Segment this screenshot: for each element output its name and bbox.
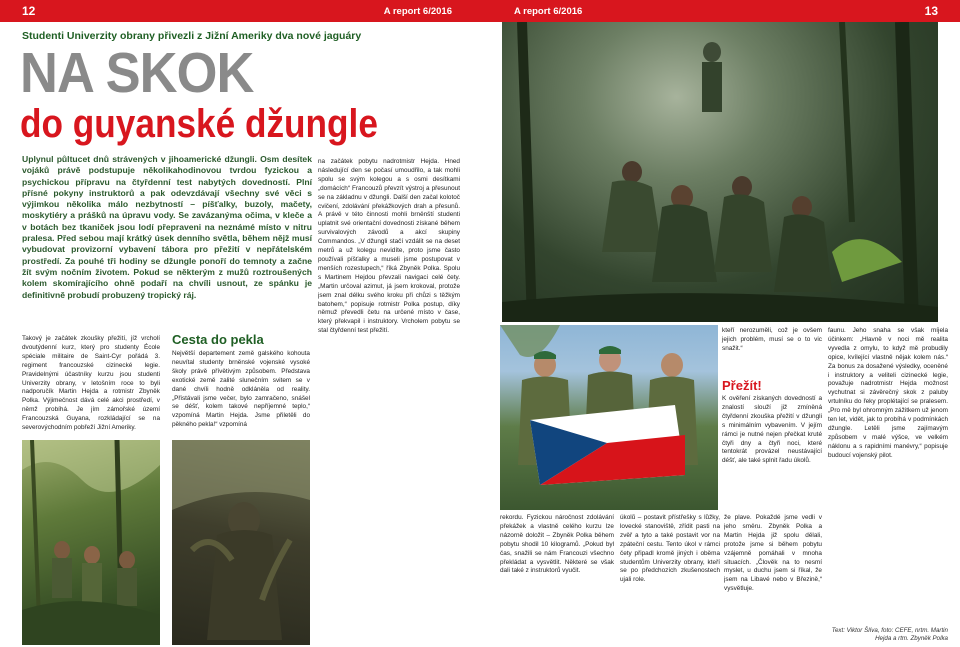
article-column-r1: kteří nerozuměli, což je ovšem jejich problém, musí se o to vic snažit.“ [722,327,822,352]
article-perex: Uplynul půltucet dnů strávených v jihoamerické džungli. Osm desítek vojáků právě podstupuje několikahodinovou tvrdou fyzickou a psychickou přípravu na čtyřdenní test nabytých dovedností. Plní přísné pokyny instruktorů a pak odevzdávají všechny své věci s výjimkou několika málo nezbytností – píšťalky, buzoly, mačety, moskytiéry a prášků na úpravu vody. Se zavázanýma očima, v kleče a v botách bez tkaniček jsou lodí přepraveni na neznámé místo v nitru pralesa. Před sebou mají krátký úsek denního světla, během nějž musí vybudovat provizorní vybavení tábora pro přežití v nepřátelském prostředí. Za pouhé tři hodiny se džungle ponoří do temnoty a začne žít svým nočním životem. Pokud se některým z mužů roztroušených kolem skomírajícího ohně podaří na chvíli usnout, ze spánku je definitivně probudí probuzený tropický ráj. [22,154,312,300]
soldiers-in-jungle-photo [22,440,160,645]
article-column-r4: úkolů – postavit přístřešky s lůžky, lovecké stanoviště, zřídit pasti na zvěř a tyto a také postavit vor na zpáteční cestu. Tento úkol v rámci čety připadl kromě jiných i oběma studentům Univerzity obrany, kteří se po předchozích zkušenostech ujali role. [620,514,720,584]
article-column-r5: že plave. Pokaždé jsme vedli v jeho směru. Zbyněk Polka a Martin Hejda již spolu dělali, protože jsme si během pobytu vzájemně pomáhali v mnoha situacích. „Člověk na to nesmí myslet, u duchu jsem si říkal, že jsem na Libavé nebo v Březině,“ vysvětluje. [724,514,822,593]
left-page-header-bar [0,0,480,22]
article-column-r2: faunu. Jeho snaha se však míjela účinkem: „Hlavně v noci mě realita vyvedla z omylu, to když mě probudily opice, kvílející vlastně nějak kolem nás.“ Za bonus za dosažené výsledky, oceněné i instruktory a veliteli cizinecké legie, považuje nadrotmistr Hejda možnost vychutnat si závěrečný skok z paluby vrtulníku do řeky proplétající se pralesem. „Pro mě byl ohromným zážitkem už jenom ten let, vidět, jak to probíhá v podmínkách džungle. Letěli jsme zajímavým způsobem v malé výšce, ve velkém náklonu a s rapidními manévry,“ popisuje budoucí vojenský pilot. [828,327,948,459]
left-magazine-label: A report 6/2016 [383,6,452,17]
article-column-a: Takový je začátek zkoušky přežití, jíž vrcholí dvoutýdenní kurz, který pro studenty École spéciale militaire de Saint-Cyr pořádá 3. regiment francouzské cizinecké legie. Pravidelnými účastníky kurzu jsou studenti Univerzity obrany, v letošním roce to byli nadporučík Martin Hejda a rotmistr Zbyněk Polka. Výjimečnost dává celé akci prostředí, v němž probíhá. Je jím zámořské území Francouzská Guyana, rozkládající se na severovýchodním pobřeží Jižní Ameriky. [22,335,160,432]
article-kicker: Studenti Univerzity obrany přivezli z Jižní Ameriky dva nové jaguáry [22,30,362,42]
subheading-cesta-do-pekla: Cesta do pekla [172,332,264,347]
photo-text-credit: Text: Viktor Šlíva, foto: CEFE, nrtm. Martin Hejda a rtm. Zbyněk Polka [831,627,948,642]
article-column-c: na začátek pobytu nadrotmistr Hejda. Hned následující den se počasí umoudřilo, a tak mohli spolu se svým kolegou a s osmi desítkami „domácích“ Francouzů převzít výstroj a přesunout se na základnu v džungli. Další den začal kolotoč cvičení, zdolávání překážkových drah a přesunů. A právě v této činnosti mohli brněnští studenti uplatnit své orientační dovednosti získané během survivalových závodů a akcí skupiny Commandos. „V džungli stačí vzdálit se na deset metrů a už kolegu nevidíte, proto jsme často používali píšťalky a museli jsme postupovat v menších rozestupech,“ říká Zbyněk Polka. Spolu s Martinem Hejdou převzali navigaci celé čety. „Martin určoval azimut, já jsem krokoval, protože jsem znal délku svého kroku při chůzi s těžkým batohem,“ popisuje rotmistr Polka postup, díky němuž převedli četu na určené místo v čase, který překvapil i instruktory. Vrcholem pobytu se stal čtyřdenní test přežití. [318,158,460,335]
right-magazine-label: A report 6/2016 [514,6,583,17]
article-column-b: Největší departement země galského kohouta neuvítal studenty brněnské vojenské vysoké školy právě přívětivým způsobem. Představa exotické země zalité slunečním svitem se v dané chvíli hodně odkláněla od reality. „Přistávali jsme večer, bylo zamračeno, snášel se déšť, kolem takové nepříjemné teplo,“ vzpomíná Martin Hejda. Jsme přiletěli do pěkného pekla!“ vzpomíná [172,350,310,429]
right-page-header-bar [480,0,960,22]
right-page [480,0,960,647]
camouflaged-soldier-photo [172,440,310,645]
right-page-number: 13 [924,4,938,18]
article-column-r3: rekordu. Fyzickou náročnost zdolávání překážek a vlastně celého kurzu lze názorně doložit – Zbyněk Polka během pobytu shodil 10 kilogramů. „Pokud byl čas, snažili se nám Francouzi všechno překládat a vysvětlit. Některé se však dali také z instruktorů vyučit. [500,514,614,575]
subheading-prezit: Přežít! [722,378,762,393]
jungle-patrol-photo [502,22,938,322]
czech-flag-soldiers-photo [500,325,718,510]
article-title-line2: do guyanské džungle [20,102,378,146]
article-column-r1b: K ověření získaných dovedností a znalostí slouží již zmíněná čtyřdenní zkouška přežití v džungli s minimálním vybavením. V jejím rámci je nutné nejen přečkat kruté čtyři dny a čtyři noci, které tentokrát provázel neustávající déšť, ale také splnit řadu úkolů. [722,395,822,465]
left-page-number: 12 [22,4,36,18]
article-title-line1: NA SKOK [20,41,254,105]
